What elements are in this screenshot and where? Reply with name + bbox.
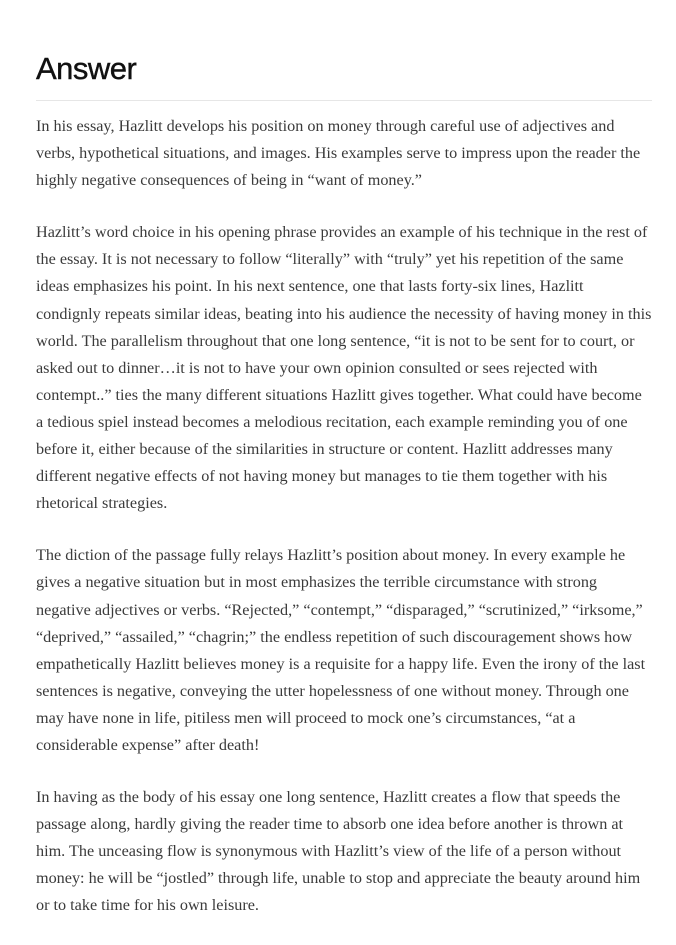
answer-section — [36, 50, 652, 945]
title-divider — [36, 100, 652, 101]
answer-paragraph-1: In his essay, Hazlitt develops his position on money through careful use of adjectives and verbs, hypothetical situations, and images. His examples serve to impress upon the reader the highly negative consequences of being in “want of money.” — [36, 117, 641, 190]
answer-paragraph-3: The diction of the passage fully relays Hazlitt’s position about money. In every example he gives a negative situation but in most emphasizes the terrible circumstance with strong negative adjectives or verbs. “Rejected,” “contempt,” “disparaged,” “scrutinized,” “irksome,” “deprived,” “assailed,” “chagrin;” the endless repetition of such discouragement shows how empathetically Hazlitt believes money is a requisite for a happy life. Even the irony of the last sentences is negative, conveying the utter hopelessness of one without money. Through one may have none in life, pitiless men will proceed to mock one’s circumstances, “at a considerable expense” after death! — [36, 546, 646, 754]
answer-title: Answer — [36, 51, 137, 86]
answer-paragraph-4: In having as the body of his essay one long sentence, Hazlitt creates a flow that speeds the passage along, hardly giving the reader time to absorb one idea before another is thrown at him. The unceasing flow is synonymous with Hazlitt’s view of the life of a person without money: he will be “jostled” through life, unable to stop and appreciate the beauty around him or to take time for his own leisure. — [36, 788, 641, 915]
answer-paragraph-2: Hazlitt’s word choice in his opening phrase provides an example of his technique in the rest of the essay. It is not necessary to follow “literally” with “truly” yet his repetition of the same ideas emphasizes his point. In his next sentence, one that lasts forty-six lines, Hazlitt condignly repeats similar ideas, beating into his audience the necessity of having money in this world. The parallelism throughout that one long sentence, “it is not to be sent for to court, or asked out to dinner…it is not to have your own opinion consulted or sees rejected with contempt..” ties the many different situations Hazlitt gives together. What could have become a tedious spiel instead becomes a melodious recitation, each example reminding you of one before it, either because of the similarities in structure or content. Hazlitt addresses many different negative effects of not having money but manages to tie them together with his rhetorical strategies. — [36, 223, 652, 513]
